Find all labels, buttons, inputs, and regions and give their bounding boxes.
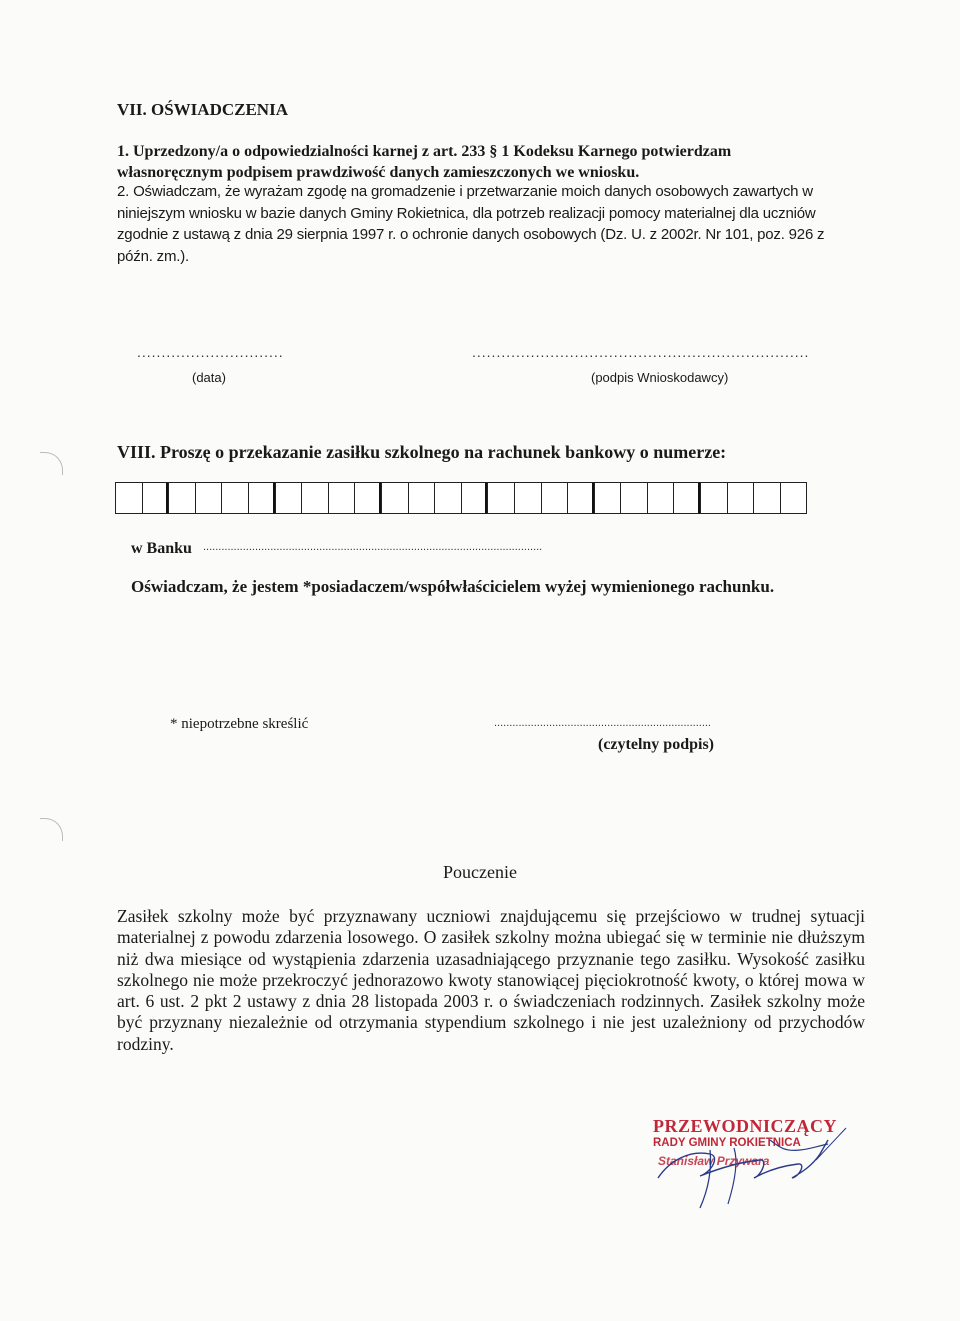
handwritten-signature bbox=[650, 1120, 850, 1210]
scan-artifact bbox=[40, 818, 63, 841]
applicant-signature-caption: (podpis Wnioskodawcy) bbox=[591, 370, 729, 385]
account-digit-box[interactable] bbox=[727, 482, 755, 514]
account-digit-box[interactable] bbox=[541, 482, 569, 514]
date-caption: (data) bbox=[192, 370, 226, 385]
applicant-signature-field[interactable]: ..................................................................... bbox=[472, 344, 810, 360]
account-digit-box[interactable] bbox=[168, 482, 196, 514]
account-digit-box[interactable] bbox=[381, 482, 409, 514]
account-digit-box[interactable] bbox=[301, 482, 329, 514]
notice-text: Zasiłek szkolny może być przyznawany uczniowi znajdującemu się przejściowo w trudnej sytuacji materialnej z powodu zdarzenia losowego. O zasiłek szkolny można ubiegać się w terminie nie dłuższym niż dwa miesiące od wystąpienia zdarzenia uzasadniającego przyznanie tego zasiłku. Wysokość zasiłku szkolnego nie może przekroczyć jednorazowo kwoty stanowiącej pięciokrotność kwoty, o której mowa w art. 6 ust. 2 pkt 2 ustawy z dnia 28 listopada 2003 r. o świadczeniach rodzinnych. Zasiłek szkolny może być przyznany niezależnie od otrzymania stypendium szkolnego i nie jest uzależniony od przychodów rodziny. bbox=[117, 906, 865, 1054]
account-digit-box[interactable] bbox=[275, 482, 303, 514]
legible-signature-caption: (czytelny podpis) bbox=[598, 736, 714, 753]
account-digit-box[interactable] bbox=[487, 482, 515, 514]
account-digit-box[interactable] bbox=[434, 482, 462, 514]
account-digit-box[interactable] bbox=[461, 482, 489, 514]
section-8-title: VIII. Proszę o przekazanie zasiłku szkolnego na rachunek bankowy o numerze: bbox=[117, 442, 727, 462]
account-digit-box[interactable] bbox=[408, 482, 436, 514]
account-digit-box[interactable] bbox=[594, 482, 622, 514]
account-digit-box[interactable] bbox=[567, 482, 595, 514]
account-digit-box[interactable] bbox=[780, 482, 808, 514]
footnote: * niepotrzebne skreślić bbox=[170, 716, 309, 732]
declaration-item-2: 2. Oświadczam, że wyrażam zgodę na gromadzenie i przetwarzanie moich danych osobowych zawartych w niniejszym wniosku w bazie danych Gminy Rokietnica, dla potrzeb realizacji pomocy materialnej dla uczniów zgodnie z ustawą z dnia 29 sierpnia 1997 r. o ochronie danych osobowych (Dz. U. z 2002r. Nr 101, poz. 926 z późn. zm.). bbox=[117, 183, 825, 265]
bank-label: w Banku bbox=[131, 540, 192, 557]
stamp-title: PRZEWODNICZĄCY bbox=[653, 1116, 838, 1136]
account-digit-box[interactable] bbox=[354, 482, 382, 514]
account-digit-box[interactable] bbox=[221, 482, 249, 514]
account-digit-box[interactable] bbox=[647, 482, 675, 514]
account-digit-box[interactable] bbox=[248, 482, 276, 514]
declaration-item-1: 1. Uprzedzony/a o odpowiedzialności karnej z art. 233 § 1 Kodeksu Karnego potwierdzam własnoręcznym podpisem prawdziwość danych zamieszczonych we wniosku. bbox=[117, 143, 732, 181]
stamp-name: Stanisław Przywara bbox=[658, 1154, 770, 1168]
scan-artifact bbox=[40, 452, 63, 475]
account-digit-box[interactable] bbox=[195, 482, 223, 514]
stamp-council: RADY GMINY ROKIETNICA bbox=[653, 1137, 801, 1149]
account-digit-box[interactable] bbox=[328, 482, 356, 514]
account-digit-box[interactable] bbox=[700, 482, 728, 514]
account-digit-box[interactable] bbox=[115, 482, 143, 514]
account-digit-box[interactable] bbox=[514, 482, 542, 514]
bank-name-field[interactable]: ............................................................................................................... bbox=[203, 541, 543, 553]
account-ownership-statement: Oświadczam, że jestem *posiadaczem/współwłaścicielem wyżej wymienionego rachunku. bbox=[131, 577, 775, 596]
date-field[interactable]: .............................. bbox=[137, 344, 284, 360]
account-digit-box[interactable] bbox=[620, 482, 648, 514]
account-digit-box[interactable] bbox=[142, 482, 170, 514]
notice-title: Pouczenie bbox=[443, 862, 517, 882]
section-7-title: VII. OŚWIADCZENIA bbox=[117, 100, 288, 119]
legible-signature-field[interactable]: ....................................................................... bbox=[494, 717, 711, 729]
account-digit-box[interactable] bbox=[753, 482, 781, 514]
account-digit-box[interactable] bbox=[673, 482, 701, 514]
account-number-grid[interactable] bbox=[115, 482, 806, 514]
